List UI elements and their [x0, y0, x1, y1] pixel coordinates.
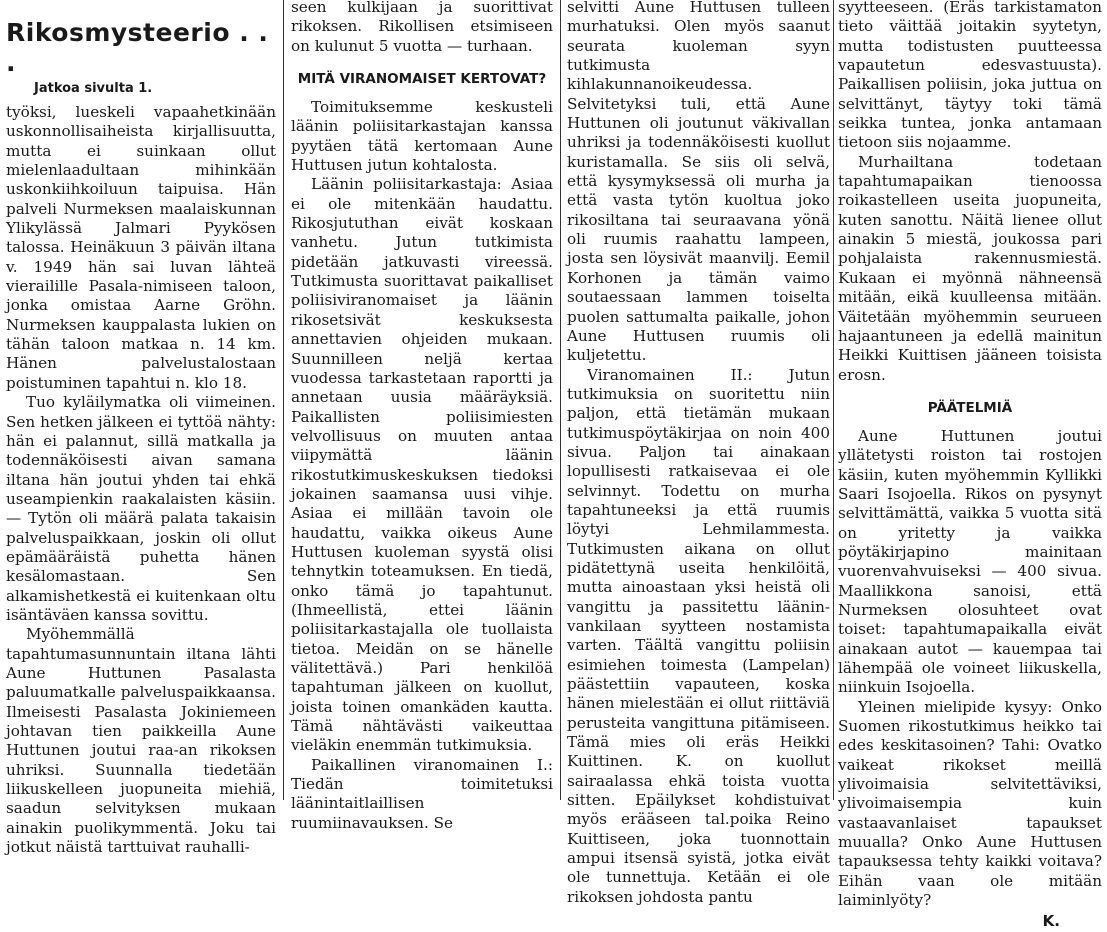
- paragraph: Tuo kyläilymatka oli viimeinen. Sen hetken jälkeen ei tyttöä nähty: hän ei palannut, sillä matkalla ja todennäköisesti aivan samana iltana hän joutui yhden tai ehkä useampienkin raakalaisten käsiin. — Tytön oli määrä palata takaisin palveluspaikkaan, joskin oli ollut epämääräistä puhetta hänen kesälomastaan. Sen alkamishetkestä ei kuitenkaan oltu isäntäväen kanssa sovittu.: [6, 393, 276, 624]
- column-4: [838, 0, 1102, 931]
- paragraph: työksi, lueskeli vapaahetkinään uskonnollisaiheista kirjallisuutta, mutta ei suinkaan ollut mielenlaadultaan mihinkään uskonkiihkoiluun taipuisa. Hän palveli Nurmeksen maalaiskunnan Ylikylässä Jalmari Pyykösen talossa. Heinäkuun 3 päivän iltana v. 1949 hän sai luvan lähteä vierailille Pasala-nimiseen taloon, jonka omistaa Aarne Gröhn. Nurmeksen kauppalasta lukien on tähän taloon matkaa n. 14 km. Hänen palvelustalostaan poistuminen tapahtui n. klo 18.: [6, 103, 276, 392]
- paragraph: Yleinen mielipide kysyy: Onko Suomen rikostutkimus heikko tai edes keskitasoinen? Tahi: Ovatko vaikeat rikokset meillä ylivoimaisia selvitettäviksi, ylivoimaisempia kuin vastaavanlaiset tapaukset muualla? Onko Aune Huttusen tapauksessa tehty kaikki voitava? Eihän vaan ole mitään laiminlyöty?: [838, 697, 1102, 910]
- section-heading: MITÄ VIRANOMAISET KERTOVAT?: [297, 71, 547, 88]
- column-rule: [560, 0, 561, 800]
- continuation-note: Jatkoa sivulta 1.: [34, 81, 153, 96]
- paragraph: seen kulkijaan ja suorittivat rikoksen. Rikollisen etsimiseen on kulunut 5 vuotta — turhaan.: [291, 0, 553, 55]
- paragraph: Läänin poliisitarkastaja: Asiaa ei ole mitenkään haudattu. Rikosjututhan eivät koskaan vanhetu. Jutun tutkimista pidetään jatkuvasti vireessä. Tutkimusta suorittavat paikalliset poliisiviranomaiset ja läänin rikosetsivät keskuksesta annettavien ohjeiden mukaan. Suunnilleen neljä kertaa vuodessa tarkastetaan raportti ja annetaan uusia määräyksiä. Paikallisten poliisimiesten velvollisuus on muuten antaa viipymättä läänin rikostutkimuskeskuksen tiedoksi jokainen saamansa uusi vihje. Asiaa ei millään tavoin ole haudattu, vaikka oikeus Aune Huttusen kuoleman syystä olisi tehnytkin toteamuksen. En tiedä, onko tämä jo tapahtunut. (Ihmeellistä, ettei läänin poliisitarkastajalla ole tuollaista tietoa. Meidän on se hänelle välitettävä.) Pari henkilöä tapahtuman jälkeen on kuollut, joista toinen omankäden kautta. Tämä nähtävästi vaikeuttaa vieläkin enemmän tutkimuksia.: [291, 175, 553, 755]
- paragraph: Viranomainen II.: Jutun tutkimuksia on suoritettu niin paljon, että tietämän mukaan tutkimuspöytäkirjaa on noin 400 sivua. Paljon tai ainakaan lopullisesti ratkaisevaa ei ole selvinnyt. Todettu on murha tapahtuneeksi ja että ruumis löytyi Lehmilammesta. Tutkimusten aikana on ollut pidätettynä useita henkilöitä, mutta ainoastaan yksi heistä oli vangittu ja passitettu lääninvankilaan syytteen nostamista varten. Täältä vangittu poliisin esimiehen toimesta (Lampelan) päästettiin vapauteen, koska hänen mielestään ei ollut riittäviä perusteita vangittuna pitämiseen. Tämä mies oli eräs Heikki Kuittinen. K. on kuollut sairaalassa ehkä toista vuotta sitten. Epäilykset kohdistuivat myös erääseen tal.poika Reino Kuittiseen, joka tuonnottain ampui itsensä syistä, jotka eivät ole tunnettuja. Ketään ei ole rikoksen johdosta pantu: [567, 365, 830, 906]
- column-rule: [283, 0, 284, 800]
- paragraph: Murhailtana todetaan tapahtumapaikan tienoossa roikastelleen useita juopuneita, kuten sanottu. Näitä lienee ollut ainakin 5 miestä, joukossa pari pohjalaista rakennusmiestä. Kukaan ei myönnä nähneensä mitään, eikä kuulleensa mitään. Väitetään myöhemmin seurueen hajaantuneen ja edellä mainitun Heikki Kuittisen jääneen toisista erosn.: [838, 152, 1102, 384]
- paragraph: selvitti Aune Huttusen tulleen murhatuksi. Olen myös saanut seurata kuoleman syyn tutkimusta kihlakunnanoikeudessa. Selvitetyksi tuli, että Aune Huttunen oli joutunut väkivallan uhriksi ja todennäköisesti kuollut kuristamalla. Se siis oli selvä, että kysymyksessä oli murha ja että vasta tytön kuoltua joko rikosiltana tai seuraavana yönä oli ruumis raahattu lampeen, josta sen löysivät maanvilj. Eemil Korhonen ja tämän vaimo soutaessaan lammen toiselta puolen sattumalta paikalle, johon Aune Huttusen ruumis oli kuljetettu.: [567, 0, 830, 365]
- column-rule: [833, 0, 834, 800]
- paragraph: Myöhemmällä tapahtumasunnuntain iltana lähti Aune Huttunen Pasalasta paluumatkalle palveluspaikkaansa. Ilmeisesti Pasalasta Jokiniemeen johtavan tien paikkeilla Aune Huttunen joutui raa-an rikoksen uhriksi. Suunnalla tiedetään liikuskelleen juopuneita miehiä, saadun selvityksen mukaan ainakin puolikymmentä. Joku tai jotkut näistä tarttuivat rauhalli-: [6, 625, 276, 857]
- paragraph: syytteeseen. (Eräs tarkistamaton tieto väittää joitakin syytetyn, mutta todistusten puutteessa vapautetun edesvastuusta). Paikallisen poliisin, joka juttua on selvittänyt, täytyy toki tämä seikka tuntea, jonka antamaan tietoon siis nojaamme.: [838, 0, 1102, 152]
- author-signature: K.: [1042, 912, 1060, 931]
- paragraph: Aune Huttunen joutui yllätetysti roiston tai rostojen käsiin, kuten myöhemmin Kyllikki Saari Isojoella. Rikos on pysynyt selvittämättä, vaikka 5 vuotta sitä on yritetty ja vaikka pöytäkirjapino mainitaan vuorenvahvuiseksi — 400 sivua. Maallikkona sanoisi, että Nurmeksen olosuhteet ovat toiset: tapahtumapaikalla eivät ainakaan autot — kauempaa tai lähempää ole voineet liikuskella, niinkuin Isojoella.: [838, 426, 1102, 697]
- paragraph: Toimituksemme keskusteli läänin poliisitarkastajan kanssa pyytäen tätä kertomaan Aune Huttusen jutun kohtalosta.: [291, 98, 553, 175]
- column-3: [567, 0, 830, 906]
- column-1: [6, 0, 276, 857]
- column-2: [291, 0, 553, 832]
- article-title: Rikosmysteerio . . .: [6, 18, 269, 77]
- section-heading: PÄÄTELMIÄ: [927, 399, 1013, 416]
- paragraph: Paikallinen viranomainen I.: Tiedän toimitetuksi läänintaitlaillisen ruumiinavauksen. Se: [291, 755, 553, 832]
